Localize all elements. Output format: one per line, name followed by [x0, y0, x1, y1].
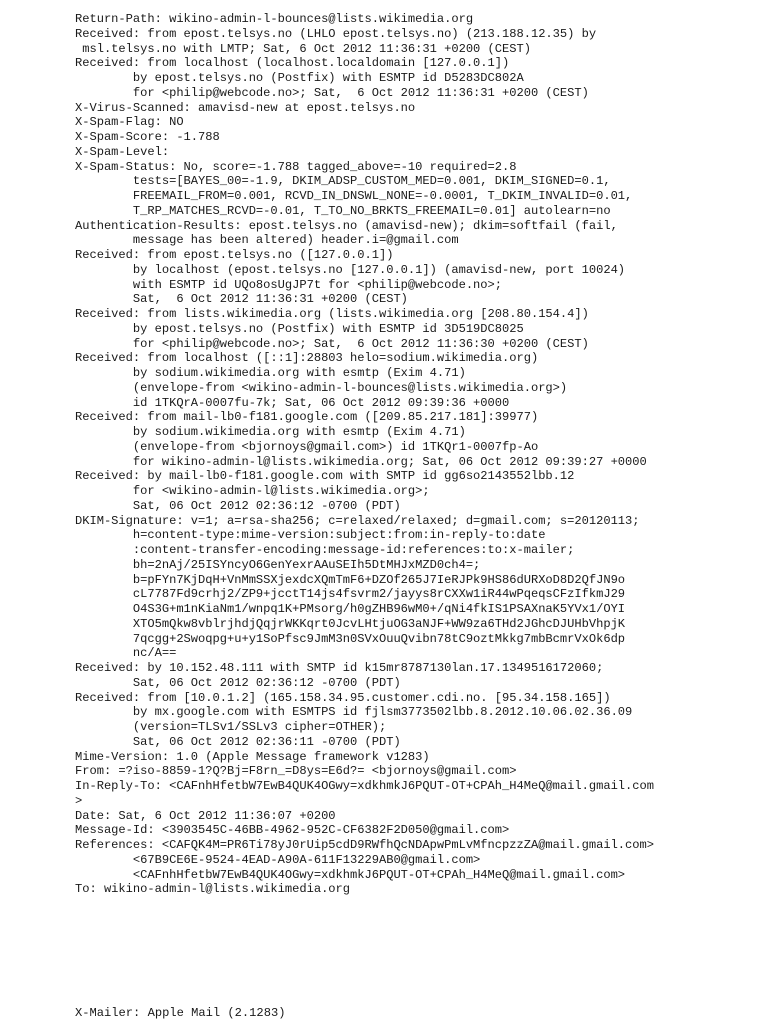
header-line: Sat, 06 Oct 2012 02:36:12 -0700 (PDT) — [75, 675, 401, 690]
header-line: X-Spam-Level: — [75, 144, 170, 159]
header-line: for <philip@webcode.no>; Sat, 6 Oct 2012 11:36:31 +0200 (CEST) — [75, 85, 589, 100]
header-line: Sat, 6 Oct 2012 11:36:31 +0200 (CEST) — [75, 292, 408, 307]
header-line: <CAFnhHfetbW7EwB4QUK4OGwy=xdkhmkJ6PQUT-OT+CPAh_H4MeQ@mail.gmail.com> — [75, 867, 626, 882]
header-line: <67B9CE6E-9524-4EAD-A90A-611F13229AB0@gmail.com> — [75, 852, 481, 867]
header-line: for <wikino-admin-l@lists.wikimedia.org>; — [75, 484, 430, 498]
header-line: FREEMAIL_FROM=0.001, RCVD_IN_DNSWL_NONE=-0.0001, T_DKIM_INVALID=0.01, — [75, 189, 633, 203]
header-line: References: <CAFQK4M=PR6Ti78yJ0rUip5cdD9RWfhQcNDApwPmLvMfncpzzZA@mail.gmail.com> — [75, 838, 654, 852]
header-line: :content-transfer-encoding:message-id:references:to:x-mailer; — [75, 543, 575, 557]
header-line: Return-Path: wikino-admin-l-bounces@lists.wikimedia.org — [75, 12, 474, 26]
header-line: X-Spam-Flag: NO — [75, 115, 184, 130]
header-line: From: =?iso-8859-1?Q?Bj=F8rn_=D8ys=E6d?= <bjornoys@gmail.com> — [75, 764, 517, 779]
header-line: Received: from epost.telsys.no (LHLO epost.telsys.no) (213.188.12.35) by — [75, 26, 597, 41]
header-line: X-Spam-Status: No, score=-1.788 tagged_above=-10 required=2.8 — [75, 159, 517, 174]
header-line: X-Virus-Scanned: amavisd-new at epost.telsys.no — [75, 100, 416, 115]
header-line: msl.telsys.no with LMTP; Sat, 6 Oct 2012 11:36:31 +0200 (CEST) — [75, 41, 531, 56]
header-line: by epost.telsys.no (Postfix) with ESMTP id D5283DC802A — [75, 71, 524, 85]
header-line: cL7787Fd9crhj2/ZP9+jcctT14js4fsvrm2/jayys8rCXXw1iR44wPqeqsCFzIfkmJ29 — [75, 587, 626, 602]
header-line: nc/A== — [75, 646, 177, 661]
x-mailer-line: X-Mailer: Apple Mail (2.1283) — [75, 1006, 286, 1020]
header-line: (envelope-from <bjornoys@gmail.com>) id 1TKQr1-0007fp-Ao — [75, 439, 539, 454]
header-line: Received: by 10.152.48.111 with SMTP id k15mr8787130lan.17.1349516172060; — [75, 661, 604, 675]
header-line: Mime-Version: 1.0 (Apple Message framework v1283) — [75, 749, 430, 764]
header-line: DKIM-Signature: v=1; a=rsa-sha256; c=relaxed/relaxed; d=gmail.com; s=20120113; — [75, 513, 640, 528]
header-line: (version=TLSv1/SSLv3 cipher=OTHER); — [75, 720, 387, 734]
header-line: O4S3G+m1nKiaNm1/wnpq1K+PMsorg/h0gZHB96wM0+/qNi4fkIS1PSAXnaK5YVx1/OYI — [75, 602, 626, 616]
header-line: > — [75, 793, 83, 808]
header-line: 7qcgg+2Swoqpg+u+y1SoPfsc9JmM3n0SVxOuuQvibn78tC9oztMkkg7mbBcmrVxOk6dp — [75, 631, 626, 646]
header-line: XTO5mQkw8vblrjhdjQqjrWKKqrt0JcvLHtjuOG3aNJF+WW9za6THd2JGhcDJUHbVhpjK — [75, 616, 626, 631]
header-line: by epost.telsys.no (Postfix) with ESMTP id 3D519DC8025 — [75, 321, 524, 336]
header-line: Received: from localhost ([::1]:28803 helo=sodium.wikimedia.org) — [75, 351, 539, 366]
header-line: by sodium.wikimedia.org with esmtp (Exim 4.71) — [75, 425, 466, 439]
header-line: tests=[BAYES_00=-1.9, DKIM_ADSP_CUSTOM_MED=0.001, DKIM_SIGNED=0.1, — [75, 174, 611, 189]
header-line: Message-Id: <3903545C-46BB-4962-952C-CF6382F2D050@gmail.com> — [75, 823, 510, 838]
header-line: Received: from [10.0.1.2] (165.158.34.95.customer.cdi.no. [95.34.158.165]) — [75, 690, 611, 705]
header-line: for wikino-admin-l@lists.wikimedia.org; Sat, 06 Oct 2012 09:39:27 +0000 — [75, 454, 647, 469]
header-line: Received: from epost.telsys.no ([127.0.0.1]) — [75, 248, 394, 262]
header-line: Received: from lists.wikimedia.org (lists.wikimedia.org [208.80.154.4]) — [75, 307, 589, 321]
header-line: Authentication-Results: epost.telsys.no (amavisd-new); dkim=softfail (fail, — [75, 218, 618, 233]
header-line: Date: Sat, 6 Oct 2012 11:36:07 +0200 — [75, 808, 336, 823]
header-line: message has been altered) header.i=@gmail.com — [75, 233, 459, 248]
header-line: (envelope-from <wikino-admin-l-bounces@lists.wikimedia.org>) — [75, 380, 568, 395]
header-line: Received: from mail-lb0-f181.google.com ([209.85.217.181]:39977) — [75, 410, 539, 425]
email-headers — [75, 12, 765, 897]
header-line: by sodium.wikimedia.org with esmtp (Exim 4.71) — [75, 366, 466, 380]
header-line: Sat, 06 Oct 2012 02:36:12 -0700 (PDT) — [75, 498, 401, 513]
header-line: for <philip@webcode.no>; Sat, 6 Oct 2012 11:36:30 +0200 (CEST) — [75, 336, 589, 351]
header-line: X-Spam-Score: -1.788 — [75, 130, 220, 144]
header-line: by mx.google.com with ESMTPS id fjlsm3773502lbb.8.2012.10.06.02.36.09 — [75, 705, 633, 720]
header-line: by localhost (epost.telsys.no [127.0.0.1]) (amavisd-new, port 10024) — [75, 262, 626, 277]
header-line: T_RP_MATCHES_RCVD=-0.01, T_TO_NO_BRKTS_FREEMAIL=0.01] autolearn=no — [75, 203, 611, 218]
header-line: id 1TKQrA-0007fu-7k; Sat, 06 Oct 2012 09:39:36 +0000 — [75, 395, 510, 410]
header-line: h=content-type:mime-version:subject:from:in-reply-to:date — [75, 528, 546, 543]
header-line: Received: from localhost (localhost.localdomain [127.0.0.1]) — [75, 56, 510, 71]
header-line: In-Reply-To: <CAFnhHfetbW7EwB4QUK4OGwy=xdkhmkJ6PQUT-OT+CPAh_H4MeQ@mail.gmail.com — [75, 779, 654, 793]
header-line: bh=2nAj/25ISYncyO6GenYexrAAuSEIh5DtMHJxMZD0ch4=; — [75, 557, 481, 572]
header-line: Sat, 06 Oct 2012 02:36:11 -0700 (PDT) — [75, 734, 401, 749]
header-line: To: wikino-admin-l@lists.wikimedia.org — [75, 882, 351, 897]
header-line: with ESMTP id UQo8osUgJP7t for <philip@webcode.no>; — [75, 277, 503, 292]
header-line: Received: by mail-lb0-f181.google.com with SMTP id gg6so2143552lbb.12 — [75, 469, 575, 484]
header-line: b=pFYn7KjDqH+VnMmSSXjexdcXQmTmF6+DZOf265J7IeRJPk9HS86dURXoD8D2QfJN9o — [75, 572, 626, 587]
